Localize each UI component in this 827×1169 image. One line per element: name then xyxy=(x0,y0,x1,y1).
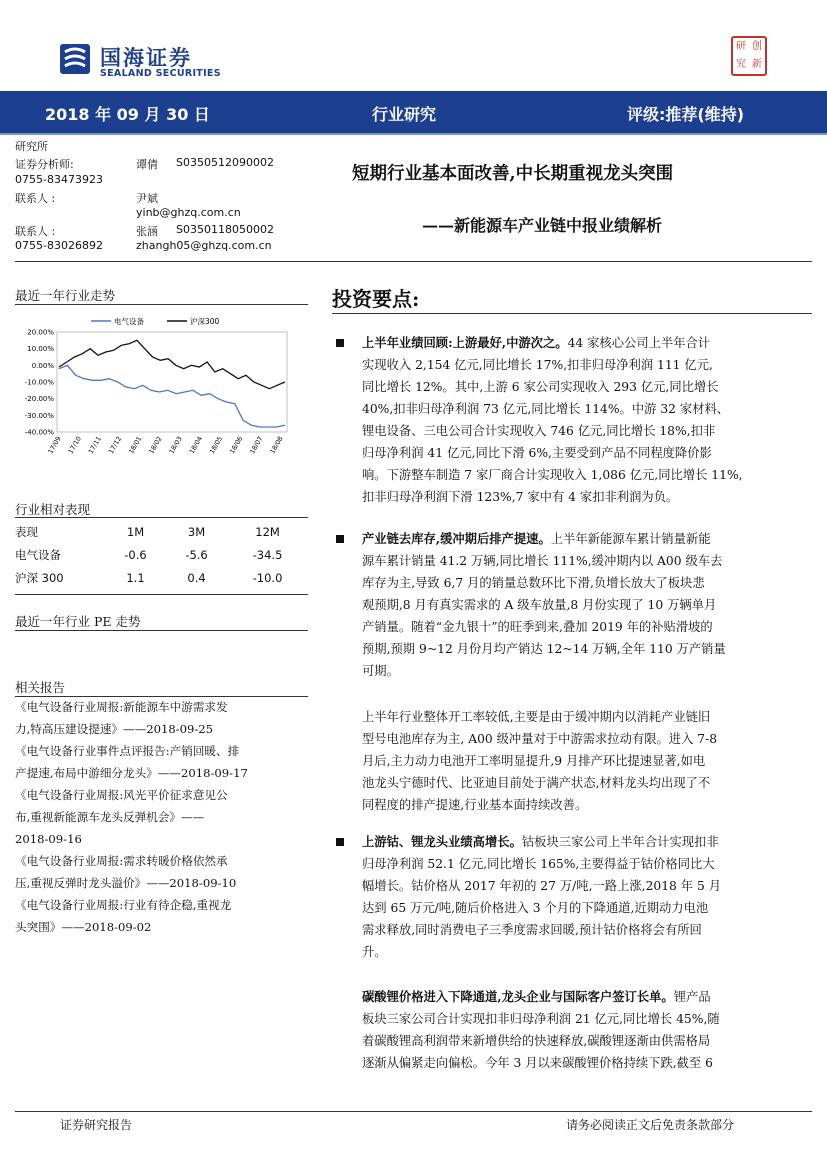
para-line: 产销量。随着“金九银十”的旺季到来,叠加 2019 年的补贴滑坡的 xyxy=(362,620,713,634)
para-line: 幅增长。钴价格从 2017 年初的 27 万/吨,一路上涨,2018 年 5 月 xyxy=(362,879,722,893)
para-line: 归母净利润 52.1 亿元,同比增长 165%,主要得益于钴价格同比大 xyxy=(362,857,715,871)
contact-name: 尹斌 xyxy=(136,192,158,205)
para-line: 同比增长 12%。其中,上游 6 家公司实现收入 293 亿元,同比增长 xyxy=(362,380,719,394)
table-cell: 0.4 xyxy=(187,570,206,585)
table-header-row xyxy=(15,520,308,543)
report-line: 《电气设备行业周报:新能源车中游需求发 xyxy=(15,700,228,714)
table-row xyxy=(15,566,308,589)
para-line: 同程度的排产提速,行业基本面持续改善。 xyxy=(362,798,588,812)
table-row xyxy=(15,543,308,566)
table-cell: -10.0 xyxy=(252,570,283,585)
series-line-electrical-equipment xyxy=(59,365,285,427)
para-line: 观预期,8 月有真实需求的 A 级车放量,8 月份实现了 10 万辆单月 xyxy=(362,598,717,612)
x-tick-label: 17/12 xyxy=(106,435,124,456)
contact-phone: 0755-83026892 xyxy=(15,239,103,252)
para-text: 44 家核心公司上半年合计 xyxy=(567,336,711,350)
table-cell: 沪深 300 xyxy=(15,570,64,585)
related-report-item[interactable] xyxy=(15,784,308,850)
bullet-square-icon xyxy=(336,535,344,543)
para-lead: 碳酸锂价格进入下降通道,龙头企业与国际客户签订长单。 xyxy=(362,989,674,1004)
heading-rule xyxy=(15,517,308,518)
perf-heading: 行业相对表现 xyxy=(15,502,91,517)
para-text: 上半年新能源车累计销量新能 xyxy=(550,532,711,546)
x-tick-label: 18/06 xyxy=(228,435,245,456)
logo-chinese-name: 国海证券 xyxy=(100,46,192,70)
para-line xyxy=(362,332,797,354)
header-underline xyxy=(0,133,827,135)
x-tick-label: 18/02 xyxy=(147,435,164,456)
para-lead: 上半年业绩回顾:上游最好,中游次之。 xyxy=(362,335,568,350)
report-line: 2018-09-16 xyxy=(15,832,82,846)
paragraph-destocking xyxy=(362,528,797,682)
contact-role: 联系人 : xyxy=(15,192,56,205)
para-line: 型号电池库存为主, A00 级冲量对于中游需求拉动有限。进入 7-8 xyxy=(362,732,718,746)
section-divider xyxy=(15,261,812,262)
report-line: 头突围》——2018-09-02 xyxy=(15,920,152,934)
contact-email[interactable]: zhangh05@ghzq.com.cn xyxy=(136,239,272,252)
y-tick-label: -10.00% xyxy=(24,378,54,387)
table-cell: -5.6 xyxy=(185,547,208,562)
para-line: 达到 65 万元/吨,随后价格进入 3 个月的下降通道,近期动力电池 xyxy=(362,901,709,915)
y-tick-label: 0.00% xyxy=(31,361,54,370)
sealand-logo-icon xyxy=(58,42,92,76)
chart-plot-frame xyxy=(57,332,287,432)
report-line: 布,重视新能源车龙头反弹机会》—— xyxy=(15,810,205,824)
table-header-cell: 表现 xyxy=(15,524,38,539)
report-date: 2018 年 09 月 30 日 xyxy=(45,105,210,124)
contact-role: 联系人 : xyxy=(15,225,56,238)
para-line: 可期。 xyxy=(362,664,399,678)
bullet-square-icon xyxy=(336,838,344,846)
report-title: 短期行业基本面改善,中长期重视龙头突围 xyxy=(352,164,674,184)
footer-rule xyxy=(15,1111,812,1112)
para-line: 升。 xyxy=(362,945,387,959)
report-rating: 评级:推荐(维持) xyxy=(627,105,745,124)
trend-chart-svg xyxy=(15,310,305,475)
institute-label: 研究所 xyxy=(15,140,48,153)
related-heading: 相关报告 xyxy=(15,680,66,695)
para-line: 40%,扣非归母净利润 73 亿元,同比增长 114%。中游 32 家材料、 xyxy=(362,402,730,416)
para-line: 源车累计销量 41.2 万辆,同比增长 111%,缓冲期内以 A00 级车去 xyxy=(362,554,723,568)
report-line: 《电气设备行业周报:行业有待企稳,重视龙 xyxy=(15,898,232,912)
para-line: 库存为主,导致 6,7 月的销量总数环比下滑,负增长放大了板块悲 xyxy=(362,576,705,590)
report-line: 压,重视反弹时龙头溢价》——2018-09-10 xyxy=(15,876,237,890)
para-text: 锂产品 xyxy=(673,990,711,1004)
footer-disclaimer-text: 请务必阅读正文后免责条款部分 xyxy=(566,1118,735,1132)
analyst-phone: 0755-83473923 xyxy=(15,173,103,186)
heading-rule xyxy=(332,313,812,314)
report-type: 行业研究 xyxy=(372,105,437,124)
table-cell: -34.5 xyxy=(252,547,283,562)
paragraph-cobalt-lithium xyxy=(362,831,797,963)
pe-heading: 最近一年行业 PE 走势 xyxy=(15,614,141,629)
contact-name: 张涵 xyxy=(136,225,158,238)
x-tick-label: 18/01 xyxy=(127,435,144,456)
seal-char: 新 xyxy=(752,59,762,70)
para-line: 逐渐从偏紧走向偏松。今年 3 月以来碳酸锂价格持续下跌,截至 6 xyxy=(362,1056,714,1070)
para-line: 归母净利润 41 亿元,同比下滑 6%,主要受到产品不同程度降价影 xyxy=(362,446,712,460)
x-tick-label: 18/08 xyxy=(268,435,285,456)
seal-char: 创 xyxy=(752,41,762,52)
related-report-item[interactable] xyxy=(15,850,308,894)
table-cell: -0.6 xyxy=(124,547,147,562)
y-tick-label: 20.00% xyxy=(27,328,54,337)
series-line-hs300 xyxy=(59,340,285,388)
para-line: 扣非归母净利润下滑 123%,7 家中有 4 家扣非利润为负。 xyxy=(362,490,679,504)
seal-char: 究 xyxy=(736,59,746,70)
y-tick-label: -30.00% xyxy=(24,411,54,420)
paragraph-lithium-carbonate xyxy=(362,986,797,1074)
x-tick-label: 17/11 xyxy=(86,435,104,456)
research-seal-stamp xyxy=(731,36,767,76)
bullet-square-icon xyxy=(336,339,344,347)
y-tick-label: 10.00% xyxy=(27,345,54,354)
para-line xyxy=(362,986,797,1008)
x-tick-label: 17/10 xyxy=(66,435,83,456)
paragraph-h1-review xyxy=(362,332,797,508)
report-line: 《电气设备行业周报:风光平价征求意见公 xyxy=(15,788,228,802)
analyst-cert: S0350512090002 xyxy=(176,156,274,169)
related-report-item[interactable] xyxy=(15,894,308,938)
x-tick-label: 18/03 xyxy=(167,435,184,456)
table-header-cell: 1M xyxy=(126,524,145,539)
analyst-name: 谭倩 xyxy=(136,158,158,171)
table-bottom-rule xyxy=(15,594,308,595)
report-subtitle: ——新能源车产业链中报业绩解析 xyxy=(422,216,663,235)
legend-label: 电气设备 xyxy=(114,317,144,326)
table-header-cell: 3M xyxy=(187,524,206,539)
trend-heading: 最近一年行业走势 xyxy=(15,288,116,303)
contact-cert: S0350118050002 xyxy=(176,223,274,236)
key-points-heading: 投资要点: xyxy=(332,287,420,311)
related-report-item[interactable] xyxy=(15,696,308,740)
para-text: 钴板块三家公司上半年合计实现扣非 xyxy=(521,835,719,849)
analyst-role: 证券分析师: xyxy=(15,158,74,171)
y-tick-label: -20.00% xyxy=(24,395,54,404)
table-header-cell: 12M xyxy=(255,524,280,539)
y-tick-label: -40.00% xyxy=(24,428,54,437)
para-line xyxy=(362,831,797,853)
para-line: 月后,主力动力电池开工率明显提升,9 月排产环比提速显著,如电 xyxy=(362,754,706,768)
para-line: 预期,预期 9~12 月份月均产销达 12~14 万辆,全年 110 万产销量 xyxy=(362,642,726,656)
relative-performance-table xyxy=(15,520,308,589)
footer-left-text: 证券研究报告 xyxy=(60,1118,133,1132)
report-line: 《电气设备行业周报:需求转暖价格依然承 xyxy=(15,854,228,868)
para-lead: 产业链去库存,缓冲期后排产提速。 xyxy=(362,531,551,546)
para-line: 实现收入 2,154 亿元,同比增长 17%,扣非归母净利润 111 亿元, xyxy=(362,358,713,372)
para-line: 上半年行业整体开工率较低,主要是由于缓冲期内以消耗产业链旧 xyxy=(362,710,711,724)
header-band xyxy=(0,91,827,133)
para-line: 板块三家公司合计实现扣非归母净利润 21 亿元,同比增长 45%,随 xyxy=(362,1012,720,1026)
para-lead: 上游钴、锂龙头业绩高增长。 xyxy=(362,834,522,849)
seal-char: 研 xyxy=(736,41,746,52)
x-tick-label: 18/05 xyxy=(207,435,225,456)
industry-trend-chart xyxy=(15,310,305,475)
para-line: 锂电设备、三电公司合计实现收入 746 亿元,同比增长 18%,扣非 xyxy=(362,424,716,438)
company-logo xyxy=(58,40,258,80)
heading-rule xyxy=(15,304,308,305)
x-tick-label: 17/09 xyxy=(46,435,63,456)
related-report-item[interactable] xyxy=(15,740,308,784)
table-cell: 电气设备 xyxy=(15,547,61,562)
para-line: 响。下游整车制造 7 家厂商合计实现收入 1,086 亿元,同比增长 11%, xyxy=(362,468,743,482)
x-tick-label: 18/04 xyxy=(187,435,205,456)
para-line: 需求释放,同时消费电子三季度需求回暖,预计钴价格将会有所回 xyxy=(362,923,702,937)
paragraph-utilization xyxy=(362,706,797,816)
para-line: 着碳酸锂高利润带来新增供给的快速释放,碳酸锂逐渐由供需格局 xyxy=(362,1034,711,1048)
report-line: 《电气设备行业事件点评报告:产销回暖、排 xyxy=(15,744,240,758)
x-tick-label: 18/07 xyxy=(248,435,265,456)
report-line: 产提速,布局中游细分龙头》——2018-09-17 xyxy=(15,766,248,780)
contact-email[interactable]: yinb@ghzq.com.cn xyxy=(136,206,241,219)
report-line: 力,特高压建设提速》——2018-09-25 xyxy=(15,722,214,736)
legend-label: 沪深300 xyxy=(190,317,220,326)
table-cell: 1.1 xyxy=(126,570,145,585)
heading-rule xyxy=(15,630,308,631)
logo-english-name: SEALAND SECURITIES xyxy=(100,68,221,79)
para-line: 池龙头宁德时代、比亚迪目前处于满产状态,材料龙头均出现了不 xyxy=(362,776,711,790)
para-line xyxy=(362,528,797,550)
